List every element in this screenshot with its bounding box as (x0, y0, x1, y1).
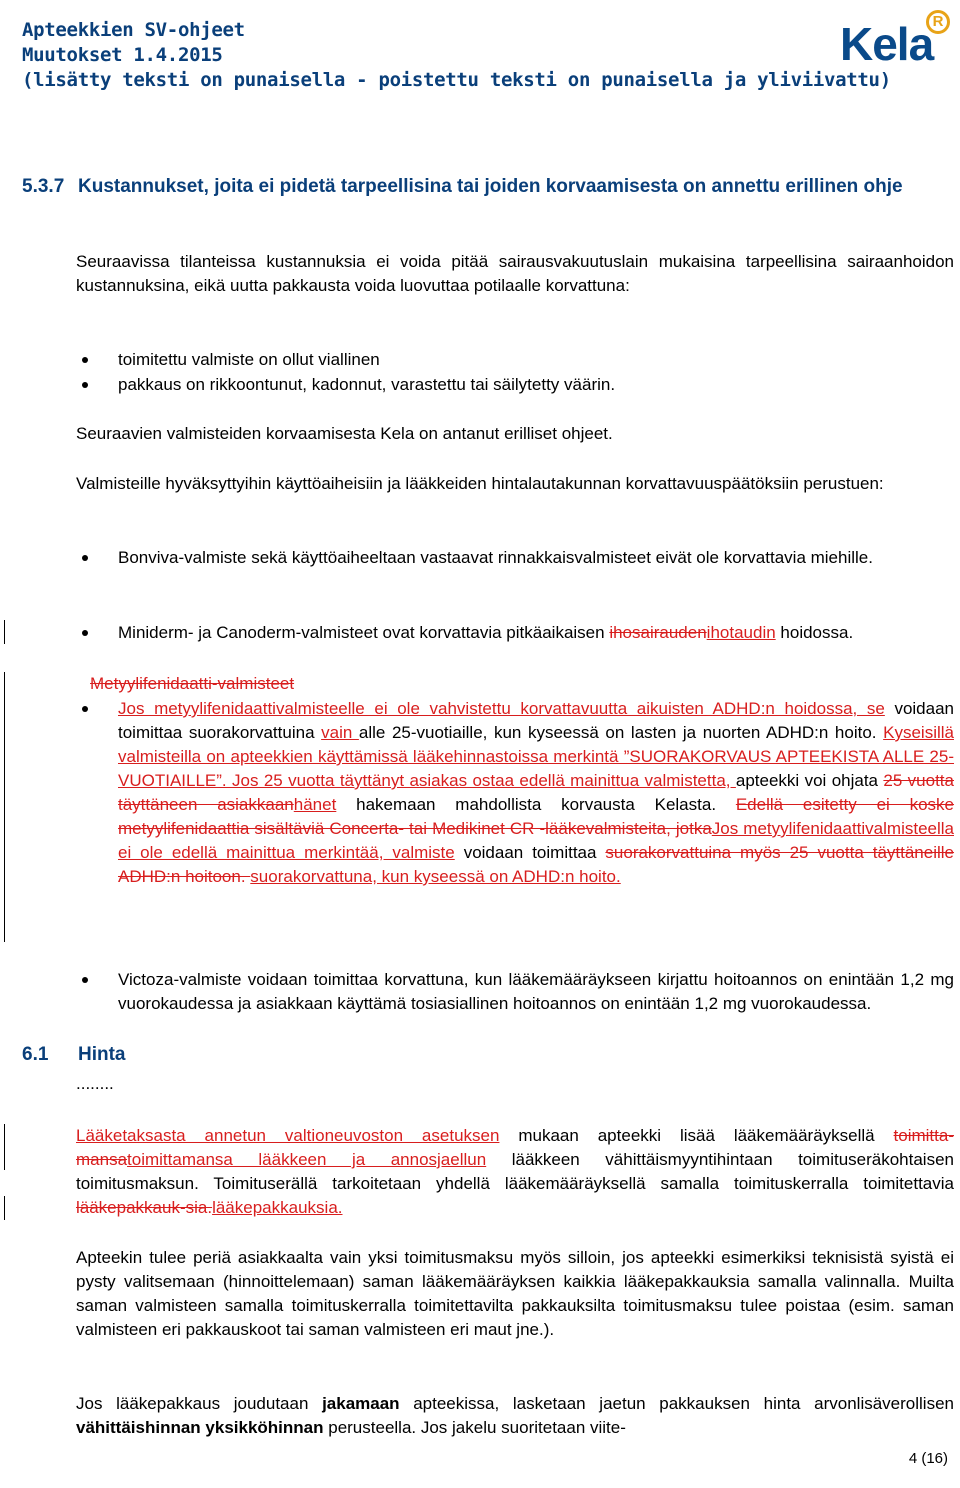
inserted-text: Jos metyylifenidaattivalmisteella ei ole edellä mainittua merkintää, valmiste (118, 819, 954, 862)
page-number: 4 (16) (908, 1450, 948, 1467)
inserted-text: lääkepakkauksia. (212, 1198, 343, 1217)
bold-text: vähittäishinnan yksikköhinnan (76, 1418, 324, 1437)
change-bar (4, 1196, 5, 1220)
header-title: Apteekkien SV-ohjeet (22, 19, 245, 41)
list-item-text: Victoza-valmiste voidaan toimittaa korvattuna, kun lääkemääräykseen kirjattu hoitoannos on enintään 1,2 mg vuorokaudessa ja asiakkaan käyttämä tosiasiallinen hoitoannos on enintään 1,2 mg vuorokaudessa. (118, 970, 954, 1013)
deleted-text: Edellä esitetty ei koske metyylifenidaattia sisältäviä Concerta- tai Medikinet CR -lääkevalmisteita, jotka (118, 795, 955, 838)
price-paragraph-1 (76, 1124, 954, 1220)
header-legend: (lisätty teksti on punaisella - poistettu teksti on punaisella ja yliviivattu) (22, 69, 891, 91)
special-instructions-paragraph: Seuraavien valmisteiden korvaamisesta Kela on antanut erilliset ohjeet. (76, 424, 613, 443)
section-title: Kustannukset, joita ei pidetä tarpeellisina tai joiden korvaamisesta on annettu erillinen ohje (78, 176, 903, 197)
registered-mark-icon: R (926, 10, 950, 34)
bullet-icon (82, 706, 88, 712)
text-run: perusteella. Jos jakelu suoritetaan viite- (323, 1418, 626, 1437)
deleted-text: lääkepakkauk-sia. (76, 1198, 213, 1217)
list-item-metyylifenidaatti (76, 697, 954, 889)
deleted-text: suorakorvattuina myös 25 vuotta täyttäneille ADHD:n hoitoon. (118, 843, 955, 886)
inserted-text: toimittamansa lääkkeen ja annosjaellun (127, 1150, 487, 1169)
deleted-heading: Metyylifenidaatti-valmisteet (90, 674, 295, 693)
bullet-icon (82, 630, 88, 636)
text-run: apteekissa, lasketaan jaetun pakkauksen hinta arvonlisäverollisen (399, 1394, 954, 1413)
section-number: 5.3.7 (22, 176, 65, 197)
intro-paragraph: Seuraavissa tilanteissa kustannuksia ei voida pitää sairausvakuutuslain mukaisina tarpeellisina sairaanhoidon kustannuksina, eikä uutta pakkausta voida luovuttaa potilaalle korvattuna: (76, 252, 954, 295)
inserted-text: suorakorvattuna, kun kyseessä on ADHD:n hoito. (250, 867, 621, 886)
bullet-icon (82, 382, 88, 388)
text-run: alle 25-vuotiaille, kun kyseessä on lasten ja nuorten ADHD:n hoito. (358, 723, 884, 742)
decisions-paragraph: Valmisteille hyväksyttyihin käyttöaiheisiin ja lääkkeiden hintalautakunnan korvattavuuspäätöksiin perustuen: (76, 474, 884, 493)
change-bar (4, 1124, 5, 1170)
change-bar (4, 672, 5, 942)
deleted-text: toimitta-mansa (76, 1126, 954, 1169)
list-item (76, 348, 954, 372)
list-item-text: Bonviva-valmiste sekä käyttöaiheeltaan vastaavat rinnakkaisvalmisteet eivät ole korvattavia miehille. (118, 548, 873, 567)
bold-text: jakamaan (322, 1394, 400, 1413)
text-run: hoidossa. (775, 623, 854, 642)
deleted-text: ihosairauden (609, 623, 707, 642)
list-item (76, 373, 954, 397)
text-run: voidaan toimittaa suorakorvattuina (118, 699, 955, 742)
section-title: Hinta (78, 1044, 126, 1065)
inserted-text: ihotaudin (706, 623, 776, 642)
deleted-text: 25 vuotta täyttäneen asiakkaan (118, 771, 954, 814)
inserted-text: Kyseisillä valmisteilla on apteekkien käyttämissä lääkehinnastoissa merkintä ”SUORAKORVAUS APTEEKISTA ALLE 25-VUOTIAILLE”. Jos 25 vuotta täyttänyt asiakas ostaa edellä mainittua valmistetta, (118, 723, 954, 790)
inserted-text: hänet (293, 795, 337, 814)
change-bar (4, 620, 5, 644)
list-item-bonviva (76, 546, 954, 570)
list-item-text: pakkaus on rikkoontunut, kadonnut, varastettu tai säilytetty väärin. (118, 375, 616, 394)
text-run: Miniderm- ja Canoderm-valmisteet ovat korvattavia pitkäaikaisen (118, 623, 610, 642)
kela-logo-text: Kela (840, 18, 934, 70)
list-item-text: toimitettu valmiste on ollut viallinen (118, 350, 380, 369)
price-paragraph-2: Apteekin tulee periä asiakkaalta vain yksi toimitusmaksu myös silloin, jos apteekki esimerkiksi teknisistä syistä ei pysty valitsemaan (hinnoittelemaan) saman lääkemääräyksen kaikkia lääkepakkauksia samalla valinnalla. Muilta saman valmisteen samalla toimituskerralla toimitettavilta pakkauksilta toimitusmaksu tulee poistaa (esim. saman valmisteen eri pakkauskoot tai saman valmisteen eri maut jne.). (76, 1248, 954, 1339)
section-heading (22, 176, 942, 198)
bullet-icon (82, 555, 88, 561)
section-number: 6.1 (22, 1044, 49, 1065)
inserted-text: Jos metyylifenidaattivalmisteelle ei ole vahvistettu korvattavuutta aikuisten ADHD:n hoidossa, se (118, 699, 885, 718)
text-run: voidaan toimittaa (454, 843, 606, 862)
inserted-text: Lääketaksasta annetun valtioneuvoston asetuksen (76, 1126, 500, 1145)
kela-logo (840, 6, 952, 70)
bullet-icon (82, 977, 88, 983)
text-run: Jos lääkepakkaus joudutaan (76, 1394, 323, 1413)
list-item-miniderm (76, 621, 954, 645)
list-item-victoza (76, 968, 954, 1016)
section-6-1-heading (22, 1043, 126, 1067)
inserted-text: vain (321, 723, 359, 742)
document-header (22, 18, 891, 93)
ellipsis: ........ (76, 1074, 114, 1093)
text-run: lääkkeen vähittäismyyntihintaan toimituseräkohtaisen toimitusmaksun. Toimituserällä tarkoitetaan yhdellä lääkemääräyksellä samalla toimituskerralla toimitettavia (76, 1150, 954, 1193)
header-changes-date: Muutokset 1.4.2015 (22, 44, 223, 66)
text-run: apteekki voi ohjata (735, 771, 884, 790)
price-paragraph-3 (76, 1392, 954, 1440)
bullet-icon (82, 357, 88, 363)
text-run: hakemaan mahdollista korvausta Kelasta. (336, 795, 736, 814)
text-run: mukaan apteekki lisää lääkemääräyksellä (499, 1126, 894, 1145)
